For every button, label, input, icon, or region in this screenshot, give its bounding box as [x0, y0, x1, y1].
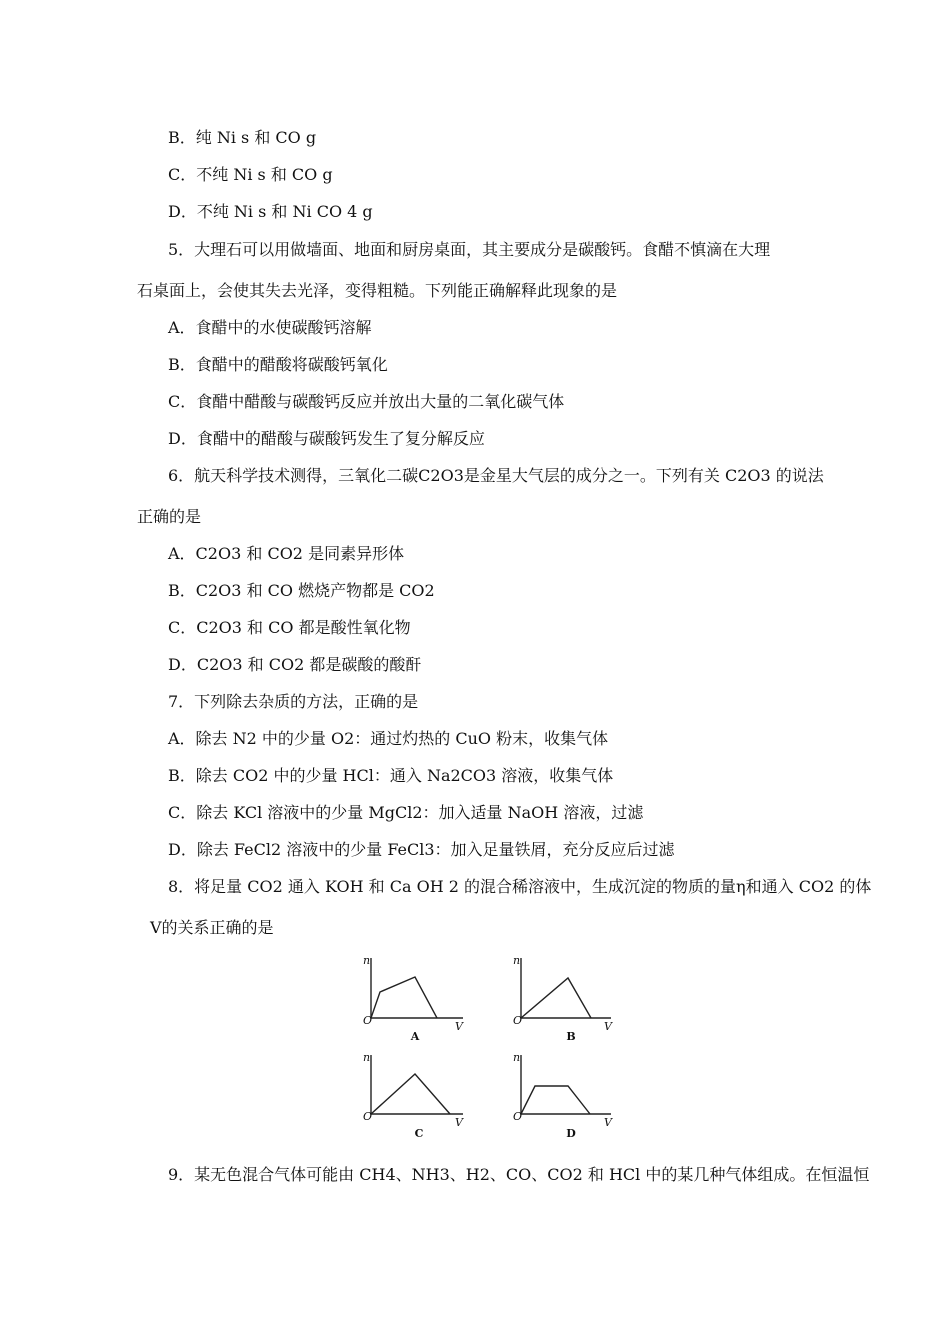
question-6-stem: 6．航天科学技术测得，三氧化二碳C2O3是金星大气层的成分之一。下列有关 C2O3 的说法 [168, 466, 824, 485]
option-4c: C．不纯 Ni s 和 CO g [168, 165, 333, 184]
graph-a-n-label: n [363, 954, 371, 967]
option-6b: B．C2O3 和 CO 燃烧产物都是 CO2 [168, 581, 435, 600]
question-8-stem-cont: V的关系正确的是 [150, 918, 274, 937]
option-4b: B．纯 Ni s 和 CO g [168, 128, 317, 147]
graph-c-caption: C [414, 1127, 424, 1140]
graph-b-n-label: n [513, 954, 521, 967]
graph-c-axes [371, 1055, 463, 1114]
graph-b-curve [521, 978, 591, 1018]
graph-b-origin-label: O [513, 1014, 523, 1027]
graph-a-v-label: V [455, 1020, 463, 1033]
question-7-stem: 7．下列除去杂质的方法，正确的是 [168, 692, 419, 711]
option-7c: C．除去 KCl 溶液中的少量 MgCl2：加入适量 NaOH 溶液，过滤 [168, 803, 644, 822]
graph-c-curve [371, 1074, 450, 1114]
graph-b-axes [521, 958, 611, 1018]
question-5-stem: 5．大理石可以用做墙面、地面和厨房桌面，其主要成分是碳酸钙。食醋不慎滴在大理 [168, 240, 771, 259]
option-5c: C．食醋中醋酸与碳酸钙反应并放出大量的二氧化碳气体 [168, 392, 565, 411]
graph-c-n-label: n [363, 1051, 371, 1064]
graph-c [363, 1051, 464, 1140]
graph-a-origin-label: O [363, 1014, 373, 1027]
graph-a-caption: A [410, 1030, 420, 1043]
graph-d-curve [521, 1086, 590, 1114]
graph-a-curve [371, 977, 437, 1018]
graph-d-origin-label: O [513, 1110, 523, 1123]
graph-a [363, 954, 464, 1043]
option-6d: D．C2O3 和 CO2 都是碳酸的酸酐 [168, 655, 422, 674]
graph-d-v-label: V [604, 1116, 612, 1129]
option-5b: B．食醋中的醋酸将碳酸钙氧化 [168, 355, 388, 374]
graph-b [513, 954, 613, 1043]
graph-b-caption: B [566, 1030, 576, 1043]
question-8-graphs [355, 950, 615, 1145]
option-6c: C．C2O3 和 CO 都是酸性氧化物 [168, 618, 411, 637]
question-9-stem: 9．某无色混合气体可能由 CH4、NH3、H2、CO、CO2 和 HCl 中的某几种气体组成。在恒温恒 [168, 1165, 870, 1184]
graph-d-caption: D [566, 1127, 576, 1140]
option-4d: D．不纯 Ni s 和 Ni CO 4 g [168, 202, 373, 221]
graphs-svg [355, 950, 615, 1145]
graph-d [513, 1051, 613, 1140]
question-6-stem-cont: 正确的是 [137, 507, 202, 526]
graph-d-n-label: n [513, 1051, 521, 1064]
graph-c-origin-label: O [363, 1110, 373, 1123]
graph-c-v-label: V [455, 1116, 463, 1129]
option-7d: D．除去 FeCl2 溶液中的少量 FeCl3：加入足量铁屑，充分反应后过滤 [168, 840, 675, 859]
option-5d: D．食醋中的醋酸与碳酸钙发生了复分解反应 [168, 429, 485, 448]
option-7b: B．除去 CO2 中的少量 HCl：通入 Na2CO3 溶液，收集气体 [168, 766, 614, 785]
graph-b-v-label: V [604, 1020, 612, 1033]
question-8-stem: 8．将足量 CO2 通入 KOH 和 Ca OH 2 的混合稀溶液中，生成沉淀的物质的量η和通入 CO2 的体 [168, 877, 872, 896]
option-7a: A．除去 N2 中的少量 O2：通过灼热的 CuO 粉末，收集气体 [168, 729, 609, 748]
question-5-stem-cont: 石桌面上，会使其失去光泽，变得粗糙。下列能正确解释此现象的是 [137, 281, 618, 300]
graph-d-axes [521, 1055, 611, 1114]
option-5a: A．食醋中的水使碳酸钙溶解 [168, 318, 372, 337]
option-6a: A．C2O3 和 CO2 是同素异形体 [168, 544, 405, 563]
graph-a-axes [371, 958, 463, 1018]
